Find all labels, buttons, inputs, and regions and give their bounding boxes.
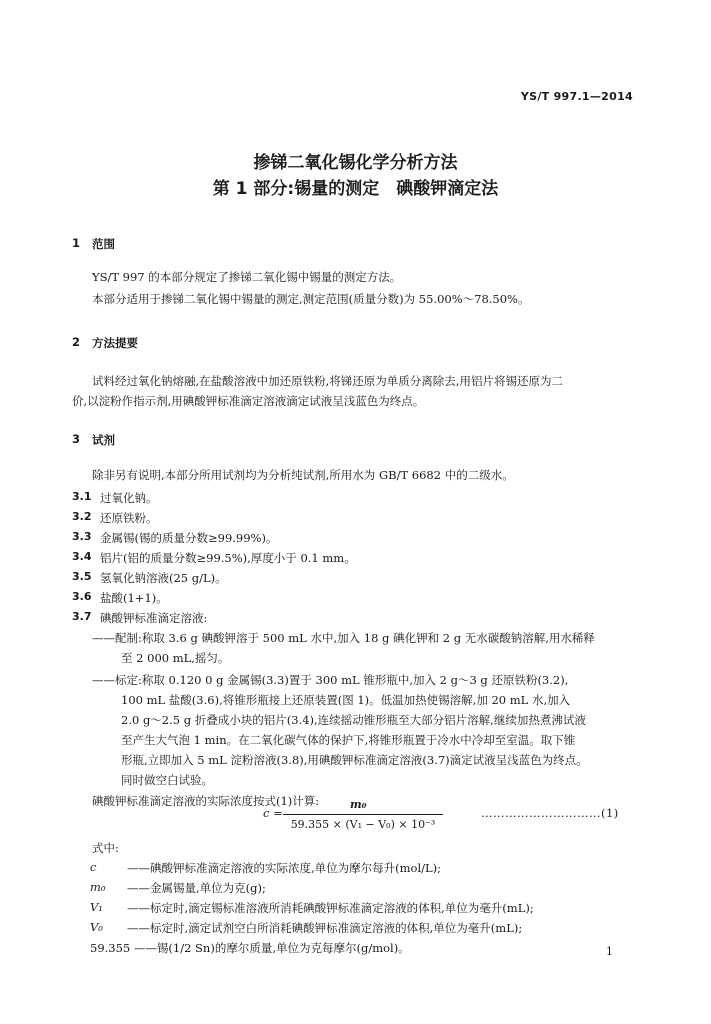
prep-line-2: 至 2 000 mL,摇匀。	[121, 651, 230, 665]
item-number: 3.4	[72, 550, 92, 563]
std-line-3: 2.0 g～2.5 g 折叠成小块的铝片(3.4),连续摇动锥形瓶至大部分铝片溶解,继续加热煮沸试液	[121, 713, 586, 727]
symbol-definition: ——标定时,滴定锡标准溶液所消耗碘酸钾标准滴定溶液的体积,单位为毫升(mL);	[127, 901, 534, 915]
section-1-number: 1	[72, 236, 81, 250]
item-number: 3.5	[72, 570, 92, 583]
fraction-line	[283, 814, 443, 815]
section-2-number: 2	[72, 335, 81, 349]
std-line-4: 至产生大气泡 1 min。在二氧化碳气体的保护下,将锥形瓶置于冷水中冷却至室温。取下锥	[121, 733, 576, 747]
title-line-1: 掺锑二氧化锡化学分析方法	[253, 153, 458, 173]
symbol-definition: ——标定时,滴定试剂空白所消耗碘酸钾标准滴定溶液的体积,单位为毫升(mL);	[127, 921, 523, 935]
formula-denominator: 59.355 × (V₁ − V₀) × 10⁻³	[290, 818, 436, 831]
item-text: 氢氧化钠溶液(25 g/L)。	[100, 571, 227, 585]
section-1-title: 范围	[92, 237, 115, 251]
std-line-1: ——标定:称取 0.120 0 g 金属锡(3.3)置于 300 mL 锥形瓶中,加入 2 g～3 g 还原铁粉(3.2),	[92, 673, 569, 687]
molar-mass-line: 59.355 ——锡(1/2 Sn)的摩尔质量,单位为克每摩尔(g/mol)。	[90, 941, 410, 955]
formula-number: …………………………(1)	[481, 806, 619, 820]
item-number: 3.2	[72, 510, 92, 523]
symbol-definition: ——金属锡量,单位为克(g);	[127, 881, 266, 895]
section-2-title: 方法提要	[92, 336, 138, 350]
section-2-para-2: 价,以淀粉作指示剂,用碘酸钾标准滴定溶液滴定试液呈浅蓝色为终点。	[72, 394, 425, 408]
item-text: 铝片(铝的质量分数≥99.5%),厚度小于 0.1 mm。	[100, 551, 356, 565]
item-number: 3.7	[72, 610, 92, 623]
item-number: 3.3	[72, 530, 92, 543]
formula-numerator: m₀	[350, 798, 367, 811]
item-number: 3.6	[72, 590, 92, 603]
item-text: 金属锡(锡的质量分数≥99.99%)。	[100, 531, 278, 545]
item-text: 盐酸(1+1)。	[100, 591, 168, 605]
symbol: c	[90, 860, 97, 874]
calc-intro: 碘酸钾标准滴定溶液的实际浓度按式(1)计算:	[92, 794, 320, 808]
prep-line-1: ——配制:称取 3.6 g 碘酸钾溶于 500 mL 水中,加入 18 g 碘化钾和 2 g 无水碳酸钠溶解,用水稀释	[92, 631, 595, 645]
std-line-2: 100 mL 盐酸(3.6),将锥形瓶接上还原装置(图 1)。低温加热使锡溶解,加 20 mL 水,加入	[121, 693, 571, 707]
symbol: V₁	[90, 900, 103, 914]
symbol: m₀	[90, 880, 106, 894]
standard-number: YS/T 997.1—2014	[520, 90, 633, 103]
section-3-intro: 除非另有说明,本部分所用试剂均为分析纯试剂,所用水为 GB/T 6682 中的二级水。	[92, 468, 514, 482]
item-number: 3.1	[72, 490, 92, 503]
section-2-para-1: 试料经过氧化钠熔融,在盐酸溶液中加还原铁粉,将锑还原为单质分离除去,用铝片将锡还原为二	[92, 374, 563, 388]
formula-lhs: c =	[263, 806, 283, 820]
section-3-number: 3	[72, 432, 81, 446]
item-text: 还原铁粉。	[100, 511, 158, 525]
item-text: 过氧化钠。	[100, 491, 158, 505]
page-number: 1	[606, 945, 613, 958]
symbol-definition: ——碘酸钾标准滴定溶液的实际浓度,单位为摩尔每升(mol/L);	[127, 861, 442, 875]
section-1-para-2: 本部分适用于掺锑二氧化锡中锡量的测定,测定范围(质量分数)为 55.00%～78.50%。	[92, 292, 530, 306]
symbol: V₀	[90, 920, 103, 934]
title-line-2: 第 1 部分:锡量的测定 碘酸钾滴定法	[212, 179, 499, 199]
section-1-para-1: YS/T 997 的本部分规定了掺锑二氧化锡中锡量的测定方法。	[92, 270, 402, 284]
where-label: 式中:	[92, 841, 119, 855]
std-line-5: 形瓶,立即加入 5 mL 淀粉溶液(3.8),用碘酸钾标准滴定溶液(3.7)滴定试液呈浅蓝色为终点。	[121, 753, 588, 767]
section-3-title: 试剂	[92, 433, 115, 447]
item-text: 碘酸钾标准滴定溶液:	[100, 611, 208, 625]
std-line-6: 同时做空白试验。	[121, 773, 213, 787]
